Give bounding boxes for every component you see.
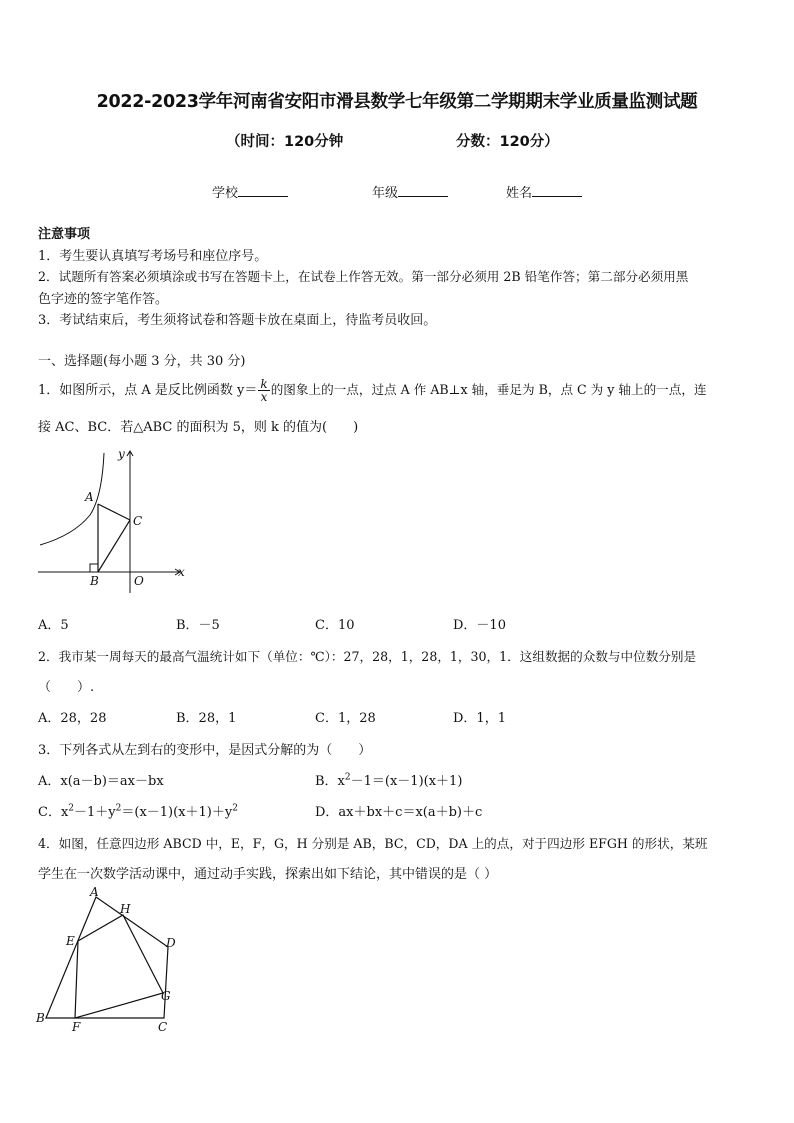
q1-figure xyxy=(34,445,194,595)
school-blank xyxy=(238,184,288,197)
label-c: C xyxy=(133,514,143,528)
q3-option-c-mid: －1＋y xyxy=(74,805,116,820)
superscript-2: 2 xyxy=(232,803,238,814)
label-d: D xyxy=(166,936,176,950)
name-blank xyxy=(532,184,582,197)
q1-option-a[interactable]: A．5 xyxy=(38,618,69,633)
right-angle-mark xyxy=(90,564,98,572)
q3-option-c-mid2: ＝(x－1)(x＋1)＋y xyxy=(121,805,233,820)
school-label: 学校 xyxy=(212,186,239,201)
q3-option-c-pre: C．x xyxy=(38,805,69,820)
q3-option-c[interactable] xyxy=(38,801,238,820)
grade-label: 年级 xyxy=(372,186,399,201)
name-label: 姓名 xyxy=(506,186,533,201)
fraction-numerator: k xyxy=(260,377,268,391)
label-h: H xyxy=(120,902,131,916)
q2-option-d[interactable]: D．1，1 xyxy=(453,711,506,726)
q2-option-b[interactable]: B．28，1 xyxy=(176,711,237,726)
notice-heading: 注意事项 xyxy=(38,227,91,242)
segment-bc xyxy=(98,520,130,572)
section-heading: 一、选择题(每小题 3 分，共 30 分) xyxy=(38,354,246,369)
label-o: O xyxy=(134,574,144,588)
label-b: B xyxy=(36,1011,45,1025)
school-field xyxy=(212,182,288,201)
q3-option-b-post: －1＝(x－1)(x＋1) xyxy=(350,774,463,789)
notice-item-2-cont: 色字迹的签字笔作答。 xyxy=(38,292,169,307)
label-e: E xyxy=(66,934,75,948)
segment-ac xyxy=(98,504,130,520)
label-c: C xyxy=(158,1020,168,1033)
label-x: x xyxy=(178,565,185,579)
label-b: B xyxy=(90,574,99,588)
label-g: G xyxy=(161,989,171,1003)
q1-option-c[interactable]: C．10 xyxy=(315,618,355,633)
exam-time: （时间：120分钟 xyxy=(226,134,344,150)
fraction-denominator: x xyxy=(260,390,268,404)
q3-stem: 3．下列各式从左到右的变形中，是因式分解的为（ ） xyxy=(38,743,372,758)
label-y: y xyxy=(118,447,125,461)
notice-item-3: 3．考试结束后，考生须将试卷和答题卡放在桌面上，待监考员收回。 xyxy=(38,313,437,328)
q4-figure xyxy=(34,883,184,1033)
k-over-x-fraction xyxy=(258,378,269,403)
q3-option-a[interactable]: A．x(a－b)＝ax－bx xyxy=(38,774,164,789)
q1-option-b[interactable]: B．－5 xyxy=(176,618,220,633)
q1-stem-line2: 接 AC、BC．若△ABC 的面积为 5，则 k 的值为( ) xyxy=(38,420,359,435)
q3-option-b[interactable] xyxy=(315,770,462,789)
q1-option-d[interactable]: D．－10 xyxy=(453,618,506,633)
grade-field xyxy=(372,182,448,201)
notice-item-1: 1．考生要认真填写考场号和座位序号。 xyxy=(38,249,268,264)
q2-option-a[interactable]: A．28，28 xyxy=(38,711,107,726)
q3-option-d[interactable]: D．ax＋bx＋c＝x(a＋b)＋c xyxy=(315,805,483,820)
q4-stem-line2: 学生在一次数学活动课中，通过动手实践，探索出如下结论，其中错误的是（ ） xyxy=(38,867,498,882)
label-a: A xyxy=(90,885,99,899)
q1-stem-line1 xyxy=(38,374,707,406)
q2-option-c[interactable]: C．1，28 xyxy=(315,711,376,726)
hyperbola-curve xyxy=(40,453,104,545)
superscript-2: 2 xyxy=(344,772,351,783)
page-title: 2022-2023学年河南省安阳市滑县数学七年级第二学期期末学业质量监测试题 xyxy=(96,92,698,112)
q1-text-pre: 1．如图所示，点 A 是反比例函数 y＝ xyxy=(38,383,258,398)
quadrilateral-abcd xyxy=(46,897,168,1018)
name-field xyxy=(506,182,582,201)
grade-blank xyxy=(398,184,448,197)
q4-stem-line1: 4．如图，任意四边形 ABCD 中，E，F，G，H 分别是 AB，BC，CD，DA 上的点，对于四边形 EFGH 的形状，某班 xyxy=(38,836,708,851)
q3-option-b-pre: B．x xyxy=(315,774,345,789)
superscript-2: 2 xyxy=(115,803,122,814)
superscript-2: 2 xyxy=(68,803,75,814)
q2-stem-line2: （ ）. xyxy=(38,680,95,695)
q2-stem-line1: 2．我市某一周每天的最高气温统计如下（单位：℃）：27，28，1，28，1，30，1．这组数据的众数与中位数分别是 xyxy=(38,649,697,664)
label-a: A xyxy=(85,490,94,504)
label-f: F xyxy=(72,1020,81,1033)
exam-score: 分数：120分） xyxy=(456,134,559,150)
quadrilateral-efgh xyxy=(75,915,163,1018)
notice-item-2: 2．试题所有答案必须填涂或书写在答题卡上，在试卷上作答无效。第一部分必须用 2B 铅笔作答；第二部分必须用黑 xyxy=(38,269,689,284)
q1-text-post: 的图象上的一点，过点 A 作 AB⊥x 轴，垂足为 B，点 C 为 y 轴上的一点，连 xyxy=(270,382,707,397)
